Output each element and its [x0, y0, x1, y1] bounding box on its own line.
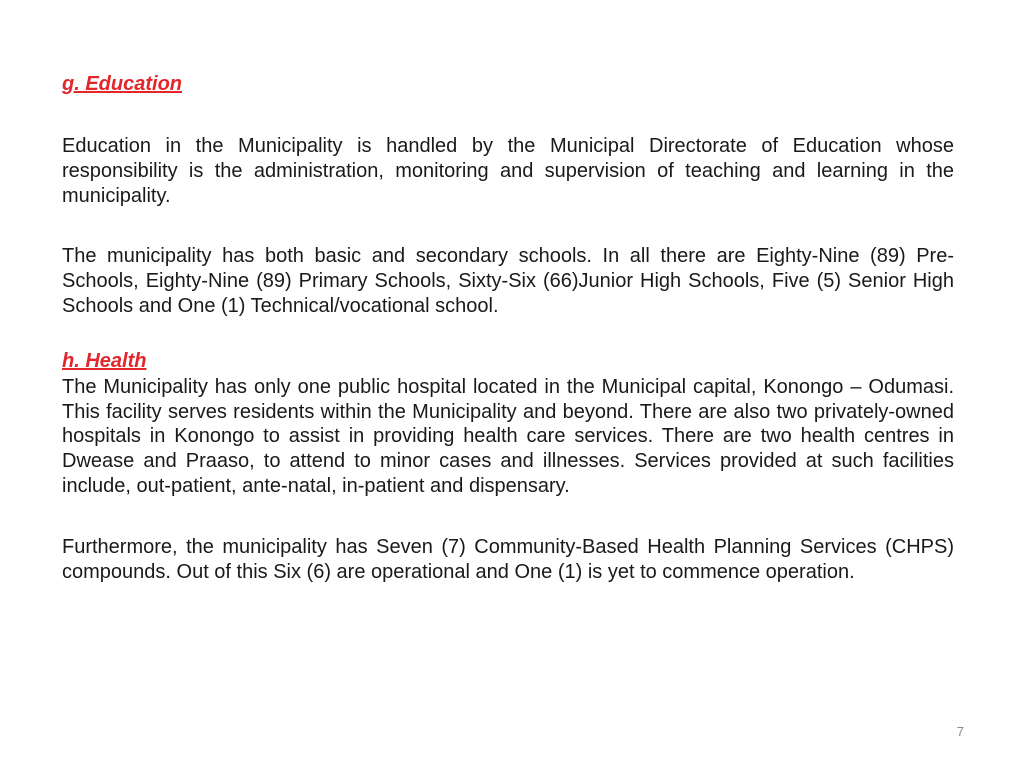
health-paragraph-2: Furthermore, the municipality has Seven (7) Community-Based Health Planning Services (CHPS) compounds. Out of this Six (6) are operational and One (1) is yet to commence operation. [62, 535, 954, 583]
education-paragraph-2: The municipality has both basic and secondary schools. In all there are Eighty-Nine (89) Pre-Schools, Eighty-Nine (89) Primary Schools, Sixty-Six (66)Junior High Schools, Five (5) Senior High Schools and One (1) Technical/vocational school. [62, 245, 954, 317]
education-paragraph-1: Education in the Municipality is handled by the Municipal Directorate of Education whose responsibility is the administration, monitoring and supervision of teaching and learning in the municipality. [62, 135, 954, 207]
page-number: 7 [956, 724, 964, 739]
education-heading: g. Education [62, 73, 182, 95]
slide-content [62, 70, 954, 584]
health-paragraph-1: The Municipality has only one public hospital located in the Municipal capital, Konongo – Odumasi. This facility serves residents within the Municipality and beyond. There are also two privately-owned hospitals in Konongo to assist in providing health care services. There are two health centres in Dwease and Praaso, to attend to minor cases and illnesses. Services provided at such facilities include, out-patient, ante-natal, in-patient and dispensary. [62, 375, 954, 497]
health-heading: h. Health [62, 349, 147, 372]
